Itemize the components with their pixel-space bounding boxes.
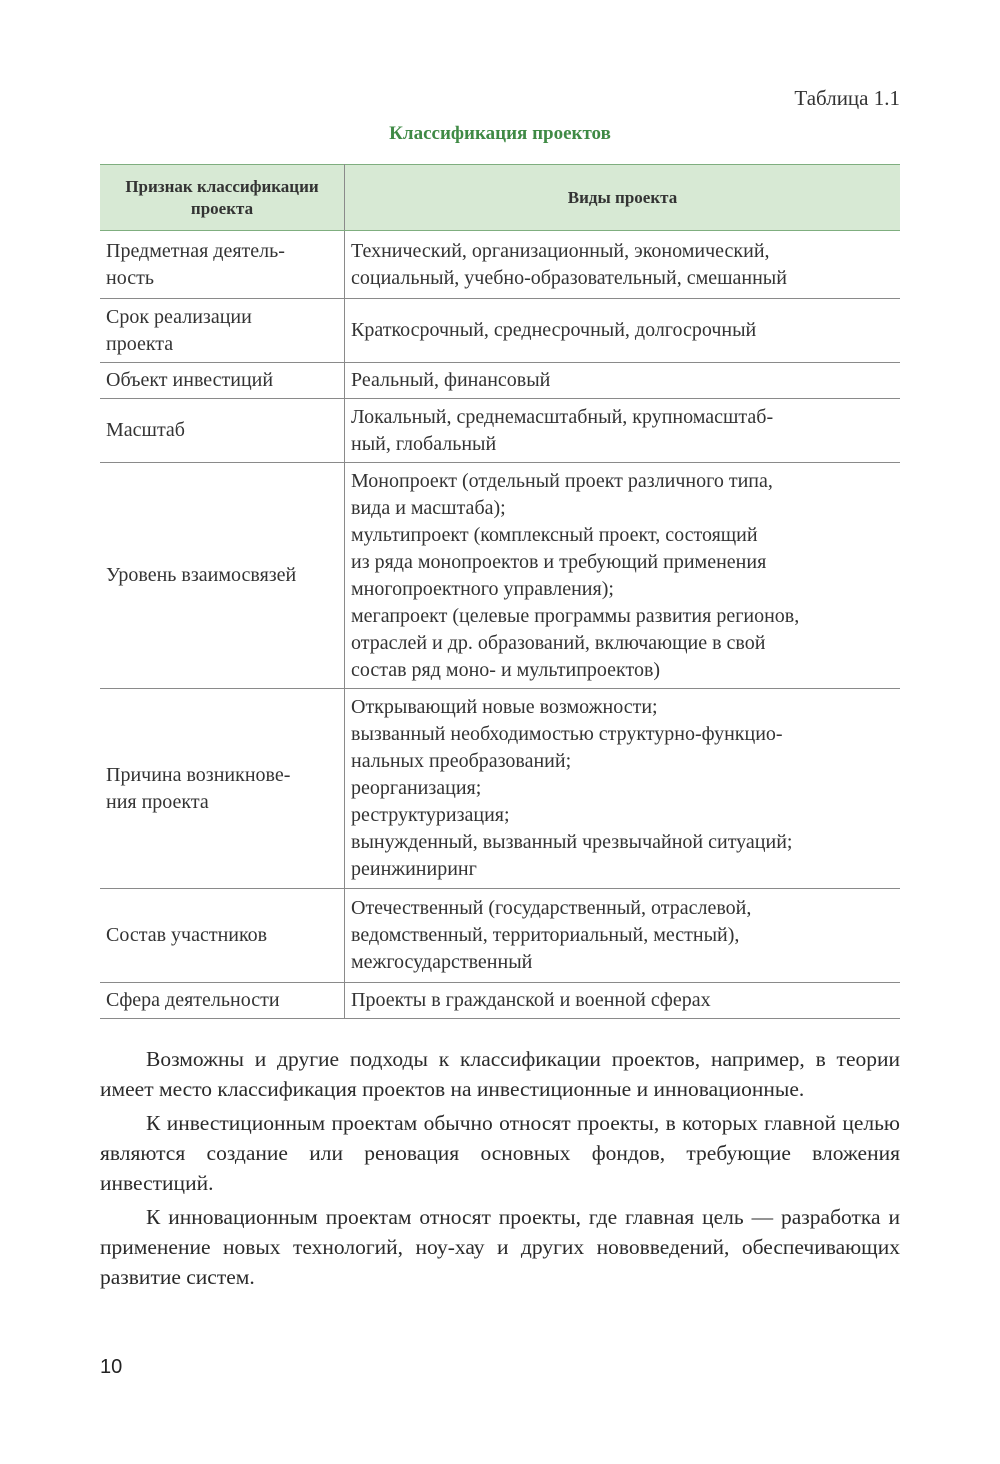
row-types: Открывающий новые возможности; вызванный необходимостью структурно-функцио- нальных преобразований; реорганизация; реструктуризация; вынужденный, вызванный чрезвычайной ситуаций; реинжиниринг <box>345 689 901 889</box>
row-types: Монопроект (отдельный проект различного типа, вида и масштаба); мультипроект (комплексный проект, состоящий из ряда монопроектов и требующий применения многопроектного управления); мегапроект (целевые программы развития регионов, отраслей и др. образований, включающие в свой состав ряд моно- и мультипроектов) <box>345 463 901 689</box>
table-row <box>100 299 900 363</box>
body-text <box>100 1044 900 1296</box>
paragraph: К инвестиционным проектам обычно относят проекты, в которых главной целью являются создание или реновация основных фондов, требующие вложения инвестиций. <box>100 1111 900 1195</box>
row-types: Проекты в гражданской и военной сферах <box>345 983 901 1019</box>
table-row <box>100 231 900 299</box>
table-title: Классификация проектов <box>389 123 611 144</box>
table-row <box>100 889 900 983</box>
table-row <box>100 983 900 1019</box>
table-row <box>100 363 900 399</box>
table-row <box>100 689 900 889</box>
page-number: 10 <box>100 1356 123 1378</box>
row-feature: Срок реализации проекта <box>100 299 345 363</box>
row-types: Технический, организационный, экономический, социальный, учебно-образовательный, смешанный <box>345 231 901 299</box>
row-types: Реальный, финансовый <box>345 363 901 399</box>
row-feature: Причина возникнове- ния проекта <box>100 689 345 889</box>
header-feature: Признак классификации проекта <box>100 165 345 231</box>
row-feature: Масштаб <box>100 399 345 463</box>
row-types: Краткосрочный, среднесрочный, долгосрочный <box>345 299 901 363</box>
row-feature: Состав участников <box>100 889 345 983</box>
row-types: Локальный, среднемасштабный, крупномасштаб- ный, глобальный <box>345 399 901 463</box>
table-row <box>100 463 900 689</box>
paragraph: Возможны и другие подходы к классификации проектов, например, в теории имеет место классификация проектов на инвестиционные и инновационные. <box>100 1047 900 1101</box>
table-number-label: Таблица 1.1 <box>794 86 900 110</box>
row-types: Отечественный (государственный, отраслевой, ведомственный, территориальный, местный), межгосударственный <box>345 889 901 983</box>
row-feature: Сфера деятельности <box>100 983 345 1019</box>
header-types: Виды проекта <box>345 165 901 231</box>
row-feature: Уровень взаимосвязей <box>100 463 345 689</box>
table-row <box>100 399 900 463</box>
paragraph: К инновационным проектам относят проекты, где главная цель — разработка и применение новых технологий, ноу-хау и других нововведений, обеспечивающих развитие систем. <box>100 1205 900 1289</box>
table-header-row <box>100 165 900 231</box>
classification-table <box>100 164 900 1019</box>
row-feature: Предметная деятель- ность <box>100 231 345 299</box>
row-feature: Объект инвестиций <box>100 363 345 399</box>
